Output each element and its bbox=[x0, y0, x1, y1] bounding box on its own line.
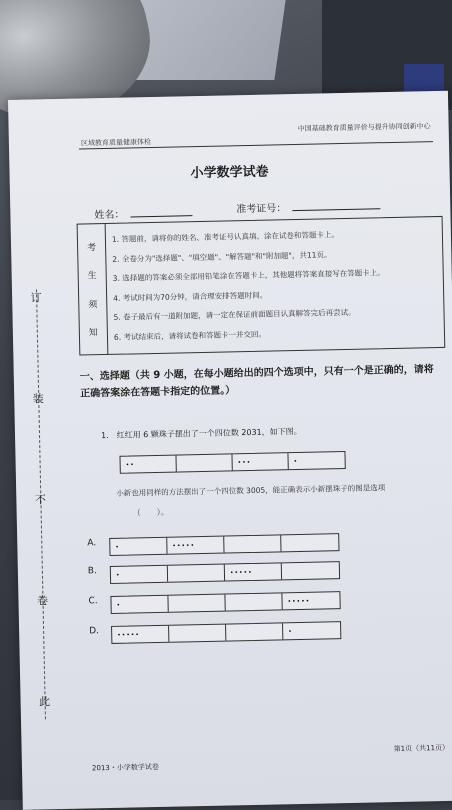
bead-cell: • bbox=[288, 627, 293, 635]
option-d-label: D. bbox=[89, 626, 100, 637]
margin-char: 订 bbox=[30, 291, 42, 305]
margin-char: 此 bbox=[38, 695, 51, 709]
bead-cell: •• bbox=[120, 456, 176, 473]
notice-label-char: 知 bbox=[88, 328, 99, 339]
notice-item: 1. 答题前，请将你的姓名、准考证号认真填、涂在试卷和答题卡上。 bbox=[111, 230, 340, 244]
answer-paren: （ ）。 bbox=[132, 507, 169, 518]
bead-cell: ••••• bbox=[112, 626, 169, 643]
bead-cell bbox=[281, 534, 338, 551]
option-a-beads[interactable] bbox=[109, 533, 339, 556]
margin-char: 装 bbox=[32, 392, 44, 406]
background-blue-object bbox=[404, 64, 444, 94]
notice-item: 5. 卷子最后有一道附加题，请一定在保证前面题目认真解答完后再尝试。 bbox=[113, 307, 356, 322]
bead-cell: ••••• bbox=[167, 537, 224, 554]
bead-cell: ••••• bbox=[225, 563, 282, 580]
question-1-follow: 小新也用同样的方法摆出了一个四位数 3005，能正确表示小新摆珠子的图是选项 bbox=[116, 483, 386, 498]
option-c-beads[interactable] bbox=[110, 591, 340, 614]
exam-id-blank bbox=[292, 208, 380, 211]
bead-cell bbox=[226, 623, 283, 640]
option-d-beads[interactable] bbox=[111, 621, 341, 644]
bead-cell: ••• bbox=[232, 453, 288, 470]
exam-notice-box bbox=[77, 216, 446, 356]
exam-id-field bbox=[236, 197, 380, 215]
option-b-label: B. bbox=[87, 566, 98, 577]
notice-label-char: 考 bbox=[86, 242, 97, 254]
option-b-beads[interactable] bbox=[110, 561, 340, 584]
bead-cell: • bbox=[293, 457, 299, 465]
name-label: 姓名： bbox=[94, 209, 125, 222]
bead-cell bbox=[225, 593, 282, 610]
header-right: 中国基础教育质量评价与提升协同创新中心 bbox=[297, 122, 431, 133]
notice-item: 6. 考试结束后，请将试卷和答题卡一并交回。 bbox=[113, 329, 267, 342]
notice-item: 3. 选择题的答案必须全部用铅笔涂在答题卡上，其他题将答案直接写在答题卡上。 bbox=[112, 268, 385, 283]
example-bead-row bbox=[119, 451, 345, 474]
bead-cell: • bbox=[111, 566, 168, 583]
bead-cell bbox=[176, 454, 232, 471]
name-field bbox=[94, 204, 192, 221]
section-heading: 一、选择题（共 9 小题，在每小题给出的四个选项中，只有一个是正确的，请将正确答案涂在答题卡指定的位置。） bbox=[79, 364, 434, 400]
notice-item: 4. 考试时间为70分钟，请合理安排答题时间。 bbox=[113, 290, 268, 303]
notice-label bbox=[78, 224, 109, 355]
exam-paper bbox=[8, 91, 452, 810]
option-a-label: A. bbox=[87, 538, 97, 549]
bead-cell: • bbox=[111, 596, 168, 613]
bead-cell: ••••• bbox=[287, 597, 311, 605]
bead-cell bbox=[282, 562, 339, 579]
exam-id-label: 准考证号： bbox=[236, 203, 287, 216]
bead-cell bbox=[168, 595, 225, 612]
notice-item: 2. 全卷分为"选择题"、"填空题"、"解答题"和"附加题"，共11页。 bbox=[112, 249, 332, 264]
bead-cell: • bbox=[110, 538, 167, 555]
notice-label-char: 须 bbox=[88, 299, 98, 311]
name-blank bbox=[130, 215, 192, 217]
bead-cell bbox=[224, 535, 281, 552]
bead-cell bbox=[169, 625, 226, 642]
notice-list bbox=[112, 223, 438, 347]
margin-char: 不 bbox=[34, 493, 47, 507]
notice-label-char: 生 bbox=[87, 271, 97, 282]
page-title: 小学数学试卷 bbox=[190, 164, 269, 182]
header-left: 区域教育质量健康体检 bbox=[80, 138, 151, 148]
margin-char: 卷 bbox=[36, 594, 49, 608]
option-c-label: C. bbox=[88, 596, 98, 607]
question-1-stem: 1. 红红用 6 颗珠子摆出了一个四位数 2031，如下图。 bbox=[100, 426, 302, 441]
bead-cell bbox=[168, 565, 225, 582]
page-number: 第1页（共11页） bbox=[393, 743, 450, 754]
footer-left: 2013・小学数学试卷 bbox=[91, 762, 159, 773]
binding-margin-text bbox=[26, 289, 55, 709]
